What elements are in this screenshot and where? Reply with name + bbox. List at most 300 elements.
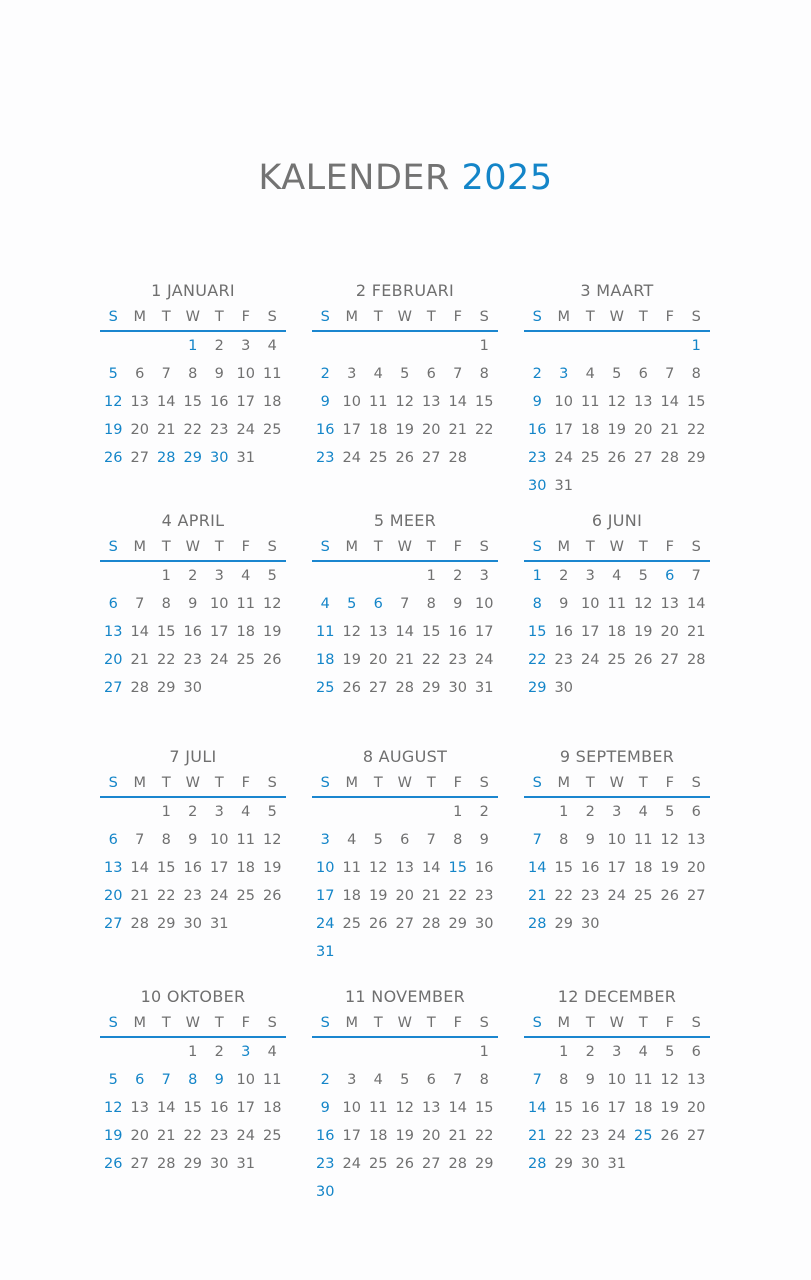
weekday-header — [524, 770, 710, 798]
day-cell: 2 — [320, 1072, 330, 1088]
day-cell: 31 — [236, 450, 255, 466]
month-block — [312, 986, 498, 1206]
week-row — [100, 1038, 286, 1066]
day-cell: 19 — [104, 1128, 123, 1144]
day-cell: 23 — [581, 888, 600, 904]
empty-cell — [577, 332, 604, 360]
empty-cell — [630, 674, 657, 702]
day-cell: 29 — [448, 916, 467, 932]
day-cell: 28 — [130, 680, 149, 696]
weekday-label: T — [585, 1015, 595, 1031]
day-cell: 19 — [634, 624, 653, 640]
day-cell: 26 — [263, 652, 282, 668]
day-cell: 27 — [395, 916, 414, 932]
day-cell: 13 — [687, 832, 706, 848]
weekday-label: F — [453, 1015, 462, 1031]
day-cell: 3 — [214, 804, 224, 820]
weekday-label: F — [241, 539, 250, 555]
day-cell: 13 — [130, 1100, 149, 1116]
day-cell: 2 — [214, 338, 224, 354]
day-cell: 28 — [157, 450, 176, 466]
day-cell: 13 — [395, 860, 414, 876]
day-cell: 27 — [634, 450, 653, 466]
weekday-label: S — [479, 539, 489, 555]
month-title: 6 JUNI — [591, 511, 643, 530]
day-cell: 20 — [130, 422, 149, 438]
empty-cell — [100, 332, 127, 360]
day-cell: 14 — [448, 394, 467, 410]
empty-cell — [471, 938, 498, 966]
day-cell: 4 — [585, 366, 595, 382]
day-cell: 16 — [554, 624, 573, 640]
day-cell: 8 — [479, 366, 489, 382]
empty-cell — [392, 562, 419, 590]
weekday-header — [312, 534, 498, 562]
day-cell: 24 — [342, 450, 361, 466]
title-text: KALENDER — [258, 158, 450, 198]
week-row — [100, 798, 286, 826]
day-cell: 14 — [157, 394, 176, 410]
day-cell: 26 — [104, 1156, 123, 1172]
day-cell: 19 — [395, 422, 414, 438]
week-row — [312, 910, 498, 938]
day-cell: 13 — [130, 394, 149, 410]
day-cell: 26 — [369, 916, 388, 932]
weekday-header — [312, 304, 498, 332]
day-cell: 5 — [267, 804, 277, 820]
day-cell: 11 — [236, 596, 255, 612]
week-row — [312, 854, 498, 882]
day-cell: 6 — [400, 832, 410, 848]
empty-cell — [259, 674, 286, 702]
day-cell: 6 — [108, 832, 118, 848]
day-cell: 5 — [267, 568, 277, 584]
day-cell: 28 — [157, 1156, 176, 1172]
day-cell: 1 — [532, 568, 542, 584]
empty-cell — [365, 332, 392, 360]
day-cell: 5 — [108, 1072, 118, 1088]
day-cell: 8 — [453, 832, 463, 848]
day-cell: 16 — [210, 1100, 229, 1116]
weekday-header — [100, 1010, 286, 1038]
day-cell: 1 — [559, 804, 569, 820]
weekday-label: T — [638, 309, 648, 325]
day-cell: 14 — [528, 1100, 547, 1116]
empty-cell — [683, 910, 710, 938]
day-cell: 23 — [183, 652, 202, 668]
day-cell: 2 — [532, 366, 542, 382]
page-title — [0, 158, 811, 198]
empty-cell — [312, 798, 339, 826]
day-cell: 25 — [263, 1128, 282, 1144]
weekday-label: F — [453, 309, 462, 325]
day-cell: 27 — [687, 888, 706, 904]
month-title: 11 NOVEMBER — [344, 987, 466, 1006]
day-cell: 5 — [612, 366, 622, 382]
empty-cell — [445, 938, 472, 966]
day-cell: 4 — [267, 338, 277, 354]
day-cell: 2 — [585, 1044, 595, 1060]
day-cell: 26 — [342, 680, 361, 696]
day-cell: 19 — [263, 860, 282, 876]
week-row — [312, 1150, 498, 1178]
empty-cell — [127, 1038, 154, 1066]
day-cell: 30 — [581, 916, 600, 932]
weekday-label: T — [585, 775, 595, 791]
day-cell: 12 — [395, 394, 414, 410]
day-cell: 7 — [135, 832, 145, 848]
week-row — [312, 1094, 498, 1122]
day-cell: 10 — [236, 366, 255, 382]
day-cell: 3 — [612, 1044, 622, 1060]
day-cell: 23 — [316, 1156, 335, 1172]
day-cell: 12 — [369, 860, 388, 876]
day-cell: 18 — [342, 888, 361, 904]
day-cell: 11 — [369, 394, 388, 410]
weekday-label: M — [133, 309, 146, 325]
day-cell: 28 — [687, 652, 706, 668]
day-cell: 27 — [687, 1128, 706, 1144]
day-cell: 6 — [108, 596, 118, 612]
day-cell: 20 — [104, 888, 123, 904]
weekday-label: W — [609, 309, 624, 325]
day-cell: 5 — [108, 366, 118, 382]
weekday-label: T — [426, 539, 436, 555]
day-cell: 10 — [342, 394, 361, 410]
day-cell: 7 — [135, 596, 145, 612]
weekday-label: S — [320, 309, 330, 325]
day-cell: 10 — [607, 832, 626, 848]
day-cell: 15 — [554, 1100, 573, 1116]
day-cell: 16 — [183, 624, 202, 640]
weekday-label: T — [426, 309, 436, 325]
day-cell: 13 — [660, 596, 679, 612]
week-row — [100, 854, 286, 882]
day-cell: 13 — [687, 1072, 706, 1088]
day-cell: 16 — [316, 422, 335, 438]
day-cell: 9 — [453, 596, 463, 612]
week-row — [312, 938, 498, 966]
week-row — [524, 1122, 710, 1150]
day-cell: 31 — [475, 680, 494, 696]
day-cell: 26 — [634, 652, 653, 668]
empty-cell — [657, 674, 684, 702]
weekday-label: T — [426, 1015, 436, 1031]
day-cell: 2 — [188, 568, 198, 584]
day-cell: 20 — [369, 652, 388, 668]
week-row — [312, 416, 498, 444]
empty-cell — [100, 798, 127, 826]
day-cell: 16 — [528, 422, 547, 438]
day-cell: 27 — [104, 680, 123, 696]
month-title: 5 MEER — [373, 511, 437, 530]
day-cell: 28 — [422, 916, 441, 932]
week-row — [100, 1150, 286, 1178]
day-cell: 12 — [660, 1072, 679, 1088]
day-cell: 15 — [687, 394, 706, 410]
weekday-label: S — [532, 775, 542, 791]
week-row — [312, 646, 498, 674]
empty-cell — [259, 910, 286, 938]
day-cell: 3 — [347, 366, 357, 382]
day-cell: 2 — [479, 804, 489, 820]
day-cell: 18 — [369, 422, 388, 438]
day-cell: 16 — [316, 1128, 335, 1144]
day-cell: 23 — [316, 450, 335, 466]
weekday-label: T — [585, 539, 595, 555]
day-cell: 21 — [528, 888, 547, 904]
weekday-label: F — [241, 775, 250, 791]
week-row — [524, 444, 710, 472]
weekday-header — [524, 1010, 710, 1038]
day-cell: 18 — [369, 1128, 388, 1144]
empty-cell — [233, 910, 260, 938]
week-row — [312, 618, 498, 646]
day-cell: 14 — [660, 394, 679, 410]
day-cell: 29 — [554, 916, 573, 932]
week-row — [524, 416, 710, 444]
day-cell: 7 — [453, 1072, 463, 1088]
weekday-label: W — [185, 775, 200, 791]
day-cell: 17 — [210, 860, 229, 876]
day-cell: 20 — [104, 652, 123, 668]
empty-cell — [153, 1038, 180, 1066]
empty-cell — [630, 472, 657, 500]
day-cell: 28 — [448, 450, 467, 466]
day-cell: 9 — [479, 832, 489, 848]
empty-cell — [100, 562, 127, 590]
day-cell: 6 — [665, 568, 675, 584]
day-cell: 25 — [634, 888, 653, 904]
day-cell: 10 — [475, 596, 494, 612]
day-cell: 18 — [316, 652, 335, 668]
day-cell: 15 — [554, 860, 573, 876]
day-cell: 25 — [236, 888, 255, 904]
weekday-label: T — [373, 775, 383, 791]
day-cell: 17 — [342, 422, 361, 438]
day-cell: 3 — [585, 568, 595, 584]
day-cell: 30 — [528, 478, 547, 494]
title-year: 2025 — [461, 158, 553, 198]
day-cell: 9 — [559, 596, 569, 612]
weekday-header — [524, 534, 710, 562]
week-row — [312, 590, 498, 618]
week-row — [524, 360, 710, 388]
day-cell: 22 — [475, 422, 494, 438]
week-row — [100, 562, 286, 590]
day-cell: 21 — [130, 652, 149, 668]
empty-cell — [365, 562, 392, 590]
day-cell: 7 — [426, 832, 436, 848]
week-row — [312, 1122, 498, 1150]
day-cell: 13 — [104, 860, 123, 876]
week-row — [100, 332, 286, 360]
week-row — [312, 332, 498, 360]
day-cell: 22 — [528, 652, 547, 668]
day-cell: 17 — [236, 1100, 255, 1116]
day-cell: 2 — [559, 568, 569, 584]
day-cell: 12 — [660, 832, 679, 848]
day-cell: 8 — [161, 832, 171, 848]
weekday-label: T — [638, 775, 648, 791]
day-cell: 14 — [395, 624, 414, 640]
empty-cell — [418, 938, 445, 966]
empty-cell — [392, 1178, 419, 1206]
day-cell: 9 — [320, 1100, 330, 1116]
week-row — [524, 472, 710, 500]
day-cell: 1 — [188, 338, 198, 354]
day-cell: 6 — [135, 366, 145, 382]
day-cell: 3 — [241, 1044, 251, 1060]
day-cell: 1 — [559, 1044, 569, 1060]
week-row — [100, 388, 286, 416]
day-cell: 15 — [157, 860, 176, 876]
day-cell: 31 — [236, 1156, 255, 1172]
weekday-label: S — [532, 309, 542, 325]
day-cell: 26 — [660, 888, 679, 904]
weekday-label: M — [345, 775, 358, 791]
day-cell: 16 — [183, 860, 202, 876]
month-title: 2 FEBRUARI — [355, 281, 455, 300]
week-row — [100, 882, 286, 910]
empty-cell — [524, 1038, 551, 1066]
week-row — [312, 674, 498, 702]
month-block — [312, 280, 498, 472]
weekday-label: W — [397, 775, 412, 791]
day-cell: 21 — [528, 1128, 547, 1144]
weekday-label: S — [479, 1015, 489, 1031]
day-cell: 1 — [426, 568, 436, 584]
empty-cell — [365, 938, 392, 966]
weekday-header — [312, 770, 498, 798]
weekday-label: F — [665, 775, 674, 791]
week-row — [312, 798, 498, 826]
day-cell: 9 — [188, 596, 198, 612]
week-row — [524, 590, 710, 618]
weekday-label: T — [214, 309, 224, 325]
month-block — [524, 510, 710, 702]
day-cell: 16 — [581, 1100, 600, 1116]
day-cell: 8 — [188, 366, 198, 382]
empty-cell — [365, 1038, 392, 1066]
day-cell: 25 — [634, 1128, 653, 1144]
weekday-label: M — [133, 1015, 146, 1031]
empty-cell — [312, 562, 339, 590]
day-cell: 7 — [532, 1072, 542, 1088]
day-cell: 5 — [665, 1044, 675, 1060]
day-cell: 31 — [607, 1156, 626, 1172]
weekday-label: S — [691, 775, 701, 791]
week-row — [524, 1094, 710, 1122]
weekday-label: W — [397, 539, 412, 555]
empty-cell — [630, 1150, 657, 1178]
empty-cell — [604, 332, 631, 360]
empty-cell — [630, 910, 657, 938]
day-cell: 30 — [210, 1156, 229, 1172]
week-row — [524, 562, 710, 590]
day-cell: 20 — [422, 1128, 441, 1144]
day-cell: 17 — [342, 1128, 361, 1144]
weekday-label: T — [638, 539, 648, 555]
weekday-label: W — [609, 539, 624, 555]
day-cell: 22 — [183, 422, 202, 438]
empty-cell — [524, 798, 551, 826]
week-row — [312, 360, 498, 388]
day-cell: 13 — [634, 394, 653, 410]
day-cell: 1 — [453, 804, 463, 820]
empty-cell — [551, 332, 578, 360]
day-cell: 28 — [130, 916, 149, 932]
day-cell: 11 — [581, 394, 600, 410]
week-row — [524, 674, 710, 702]
day-cell: 23 — [448, 652, 467, 668]
day-cell: 26 — [395, 450, 414, 466]
week-row — [524, 882, 710, 910]
weekday-label: T — [585, 309, 595, 325]
empty-cell — [233, 674, 260, 702]
empty-cell — [339, 1038, 366, 1066]
day-cell: 17 — [236, 394, 255, 410]
week-row — [100, 590, 286, 618]
day-cell: 23 — [475, 888, 494, 904]
weekday-label: T — [214, 1015, 224, 1031]
day-cell: 15 — [183, 394, 202, 410]
day-cell: 9 — [188, 832, 198, 848]
weekday-header — [524, 304, 710, 332]
empty-cell — [577, 472, 604, 500]
day-cell: 10 — [607, 1072, 626, 1088]
day-cell: 20 — [130, 1128, 149, 1144]
day-cell: 26 — [607, 450, 626, 466]
day-cell: 11 — [607, 596, 626, 612]
day-cell: 9 — [532, 394, 542, 410]
day-cell: 29 — [554, 1156, 573, 1172]
day-cell: 14 — [157, 1100, 176, 1116]
day-cell: 9 — [214, 366, 224, 382]
weekday-label: W — [185, 309, 200, 325]
empty-cell — [127, 798, 154, 826]
day-cell: 30 — [183, 916, 202, 932]
week-row — [100, 444, 286, 472]
day-cell: 11 — [634, 832, 653, 848]
day-cell: 5 — [400, 1072, 410, 1088]
weekday-label: F — [241, 1015, 250, 1031]
day-cell: 8 — [188, 1072, 198, 1088]
week-row — [524, 854, 710, 882]
empty-cell — [312, 332, 339, 360]
weekday-label: S — [267, 309, 277, 325]
day-cell: 31 — [316, 944, 335, 960]
day-cell: 27 — [130, 450, 149, 466]
day-cell: 19 — [660, 860, 679, 876]
weekday-label: S — [320, 1015, 330, 1031]
weekday-label: T — [373, 309, 383, 325]
day-cell: 6 — [638, 366, 648, 382]
day-cell: 21 — [448, 422, 467, 438]
day-cell: 17 — [316, 888, 335, 904]
day-cell: 30 — [183, 680, 202, 696]
month-title: 10 OKTOBER — [140, 987, 246, 1006]
month-block — [100, 746, 286, 938]
empty-cell — [339, 332, 366, 360]
day-cell: 12 — [342, 624, 361, 640]
day-cell: 6 — [426, 1072, 436, 1088]
day-cell: 8 — [479, 1072, 489, 1088]
weekday-label: S — [108, 775, 118, 791]
weekday-label: S — [691, 309, 701, 325]
day-cell: 7 — [161, 366, 171, 382]
day-cell: 21 — [157, 1128, 176, 1144]
